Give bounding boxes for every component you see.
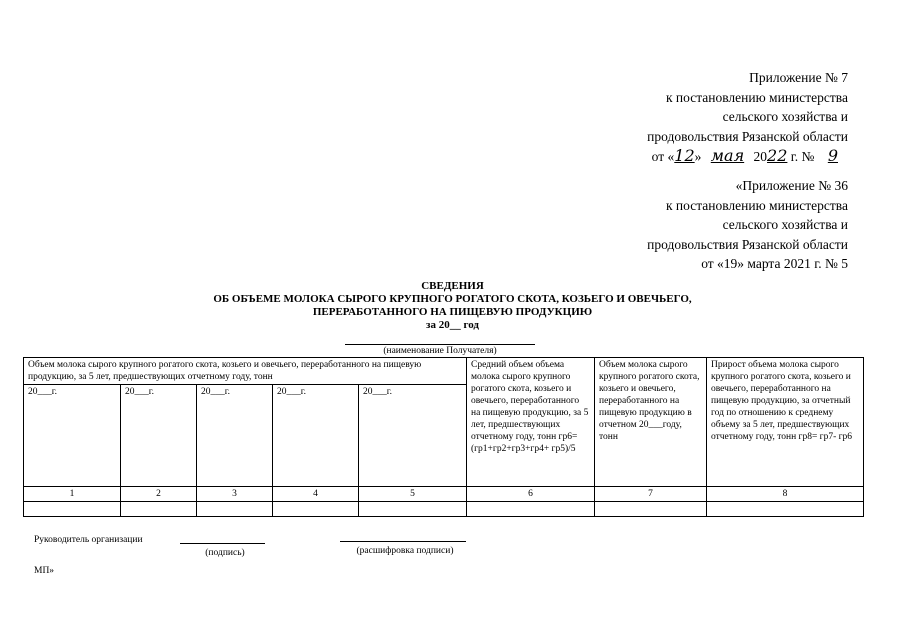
signature-caption: (подпись) — [205, 548, 245, 558]
data-cell — [707, 502, 864, 517]
column-numbers-row — [24, 487, 864, 502]
appendix-36-line3: сельского хозяйства и — [722, 217, 848, 232]
recipient-caption: (наименование Получателя) — [383, 346, 497, 356]
column-6-header: Средний объем объема молока сырого крупного рогатого скота, козьего и овечьего, переработанного на пищевую продукцию, за 5 лет, предшествующих отчетному году, тонн гр6=(гр1+гр2+гр3+гр4+ гр5)/5 — [467, 358, 595, 487]
data-cell — [273, 502, 359, 517]
appendix-36-block — [647, 176, 848, 274]
handwritten-day: 12 — [674, 146, 695, 165]
data-cell — [467, 502, 595, 517]
recipient-line — [345, 344, 535, 345]
appendix-7-date: от «12» мая 2022 г. № 9 — [647, 146, 848, 167]
decode-line — [340, 541, 466, 542]
data-cell — [121, 502, 197, 517]
data-cell — [359, 502, 467, 517]
column-number: 4 — [273, 487, 359, 502]
appendix-36-title: «Приложение № 36 — [735, 178, 848, 193]
year-header-4: 20___г. — [273, 385, 359, 487]
decode-caption: (расшифровка подписи) — [356, 546, 454, 556]
title-line1: СВЕДЕНИЯ — [421, 280, 484, 292]
appendix-7-line3: сельского хозяйства и — [722, 109, 848, 124]
column-number: 6 — [467, 487, 595, 502]
document-title — [0, 280, 905, 332]
column-number: 2 — [121, 487, 197, 502]
column-number: 7 — [595, 487, 707, 502]
data-row — [24, 502, 864, 517]
column-number: 5 — [359, 487, 467, 502]
appendix-36-line4: продовольствия Рязанской области — [647, 236, 848, 252]
appendix-36-date: от «19» марта 2021 г. № 5 — [701, 256, 848, 271]
title-line3: ПЕРЕРАБОТАННОГО НА ПИЩЕВУЮ ПРОДУКЦИЮ — [312, 306, 593, 318]
data-cell — [197, 502, 273, 517]
title-line2: ОБ ОБЪЕМЕ МОЛОКА СЫРОГО КРУПНОГО РОГАТОГО СКОТА, КОЗЬЕГО И ОВЕЧЬЕГО, — [213, 293, 692, 305]
stamp-label: МП» — [34, 566, 55, 576]
report-table — [23, 357, 864, 517]
column-number: 1 — [24, 487, 121, 502]
column-number: 3 — [197, 487, 273, 502]
appendix-7-block — [647, 68, 848, 167]
year-header-2: 20___г. — [121, 385, 197, 487]
appendix-7-line2: к постановлению министерства — [665, 89, 848, 105]
handwritten-number: 9 — [827, 146, 838, 165]
year-header-3: 20___г. — [197, 385, 273, 487]
appendix-7-title: Приложение № 7 — [749, 70, 848, 85]
column-7-header: Объем молока сырого крупного рогатого скота, козьего и овечьего, переработанного на пищевую продукцию в отчетном 20___году, тонн — [595, 358, 707, 487]
head-label: Руководитель организации — [34, 535, 143, 545]
column-8-header: Прирост объема молока сырого крупного рогатого скота, козьего и овечьего, переработанного на пищевую продукцию, за отчетный год по отношению к среднему объему за 5 лет, предшествующих отчетному году, тонн гр8= гр7- гр6 — [707, 358, 864, 487]
appendix-36-line2: к постановлению министерства — [665, 197, 848, 213]
handwritten-year: 22 — [767, 146, 788, 165]
group-header: Объем молока сырого крупного рогатого скота, козьего и овечьего, переработанного на пищевую продукцию, за 5 лет, предшествующих отчетному году, тонн — [24, 358, 467, 385]
signature-line — [180, 543, 265, 544]
data-cell — [24, 502, 121, 517]
year-header-5: 20___г. — [359, 385, 467, 487]
data-cell — [595, 502, 707, 517]
column-number: 8 — [707, 487, 864, 502]
handwritten-month: мая — [710, 146, 745, 165]
year-header-1: 20___г. — [24, 385, 121, 487]
appendix-7-line4: продовольствия Рязанской области — [647, 128, 848, 144]
title-year-line: за 20__ год — [426, 319, 479, 331]
